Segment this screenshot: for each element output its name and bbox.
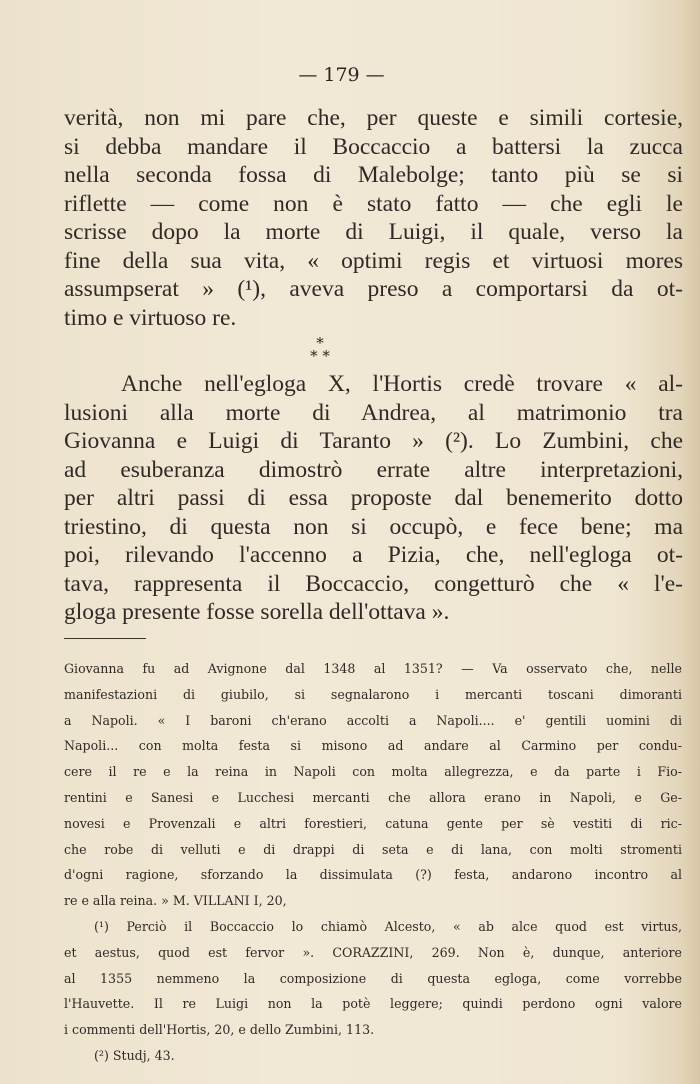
footnote-2: (²) Studj, 43.: [94, 1047, 175, 1063]
footnote-line: l'Hauvette. Il re Luigi non la potè leggere; quindi perdono ogni valore: [64, 996, 682, 1012]
footnote-line: Giovanna fu ad Avignone dal 1348 al 1351? — Va osservato che, nelle: [64, 661, 682, 676]
footnote-line: cere il re e la reina in Napoli con molta allegrezza, e da parte i Fio-: [64, 764, 682, 780]
text-line: Giovanna e Luigi di Taranto » (²). Lo Zumbini, che: [64, 428, 683, 454]
text-line: poi, rilevando l'accenno a Pizia, che, nell'egloga ot-: [64, 542, 683, 568]
footnote-line: (¹) Perciò il Boccaccio lo chiamò Alcesto, « ab alce quod est virtus,: [94, 918, 682, 934]
footnote-line: et aestus, quod est fervor ». CORAZZINI, 269. Non è, dunque, anteriore: [64, 944, 682, 960]
footnote-line: manifestazioni di giubilo, si segnalarono i mercanti toscani dimoranti: [64, 686, 682, 702]
separator-star-top: *: [316, 334, 324, 352]
footnote-line: a Napoli. « I baroni ch'erano accolti a Napoli.... e' gentili uomini di: [64, 712, 682, 728]
footnote-line: novesi e Provenzali e altri forestieri, catuna gente per sè vestiti di ric-: [64, 815, 682, 831]
text-line: scrisse dopo la morte di Luigi, il quale, verso la: [64, 219, 683, 245]
footnote-line: re e alla reina. » M. VILLANI I, 20,: [64, 893, 287, 909]
footnotes: [64, 656, 682, 1069]
text-line: riflette — come non è stato fatto — che egli le: [64, 190, 683, 217]
text-line: per altri passi di essa proposte dal benemerito dotto: [64, 485, 683, 511]
separator-stars-bottom: * *: [310, 347, 330, 365]
footnote-line: i commenti dell'Hortis, 20, e dello Zumbini, 113.: [64, 1022, 375, 1038]
paragraph-1: [64, 104, 683, 332]
text-line: Anche nell'egloga X, l'Hortis credè trovare « al-: [121, 371, 683, 397]
text-line: gloga presente fosse sorella dell'ottava ».: [64, 599, 450, 625]
footnote-line: che robe di velluti e di drappi di seta e di lana, con molti stromenti: [64, 841, 682, 857]
text-line: timo e virtuoso re.: [64, 304, 237, 331]
page-number: — 179 —: [298, 64, 385, 86]
text-line: lusioni alla morte di Andrea, al matrimonio tra: [64, 399, 683, 426]
footnote-line: al 1355 nemmeno la composizione di questa egloga, come vorrebbe: [64, 970, 682, 986]
text-line: fine della sua vita, « optimi regis et virtuosi mores: [64, 247, 683, 274]
footnote-divider: [64, 638, 146, 639]
text-line: triestino, di questa non si occupò, e fece bene; ma: [64, 513, 683, 540]
footnote-line: d'ogni ragione, sforzando la dissimulata (?) festa, andarono incontro al: [64, 867, 682, 883]
footnote-line: Napoli... con molta festa si misono ad andare al Carmino per condu-: [64, 738, 682, 754]
paragraph-2: [64, 370, 683, 627]
text-line: ad esuberanza dimostrò errate altre interpretazioni,: [64, 456, 683, 483]
footnote-line: rentini e Sanesi e Lucchesi mercanti che allora erano in Napoli, e Ge-: [64, 789, 682, 805]
text-line: assumpserat » (¹), aveva preso a comportarsi da ot-: [64, 276, 683, 302]
section-separator: [300, 334, 340, 365]
text-line: nella seconda fossa di Malebolge; tanto più se si: [64, 162, 683, 188]
text-line: si debba mandare il Boccaccio a battersi la zucca: [64, 133, 683, 160]
text-line: verità, non mi pare che, per queste e simili cortesie,: [64, 105, 683, 131]
text-line: tava, rappresenta il Boccaccio, congetturò che « l'e-: [64, 570, 683, 597]
